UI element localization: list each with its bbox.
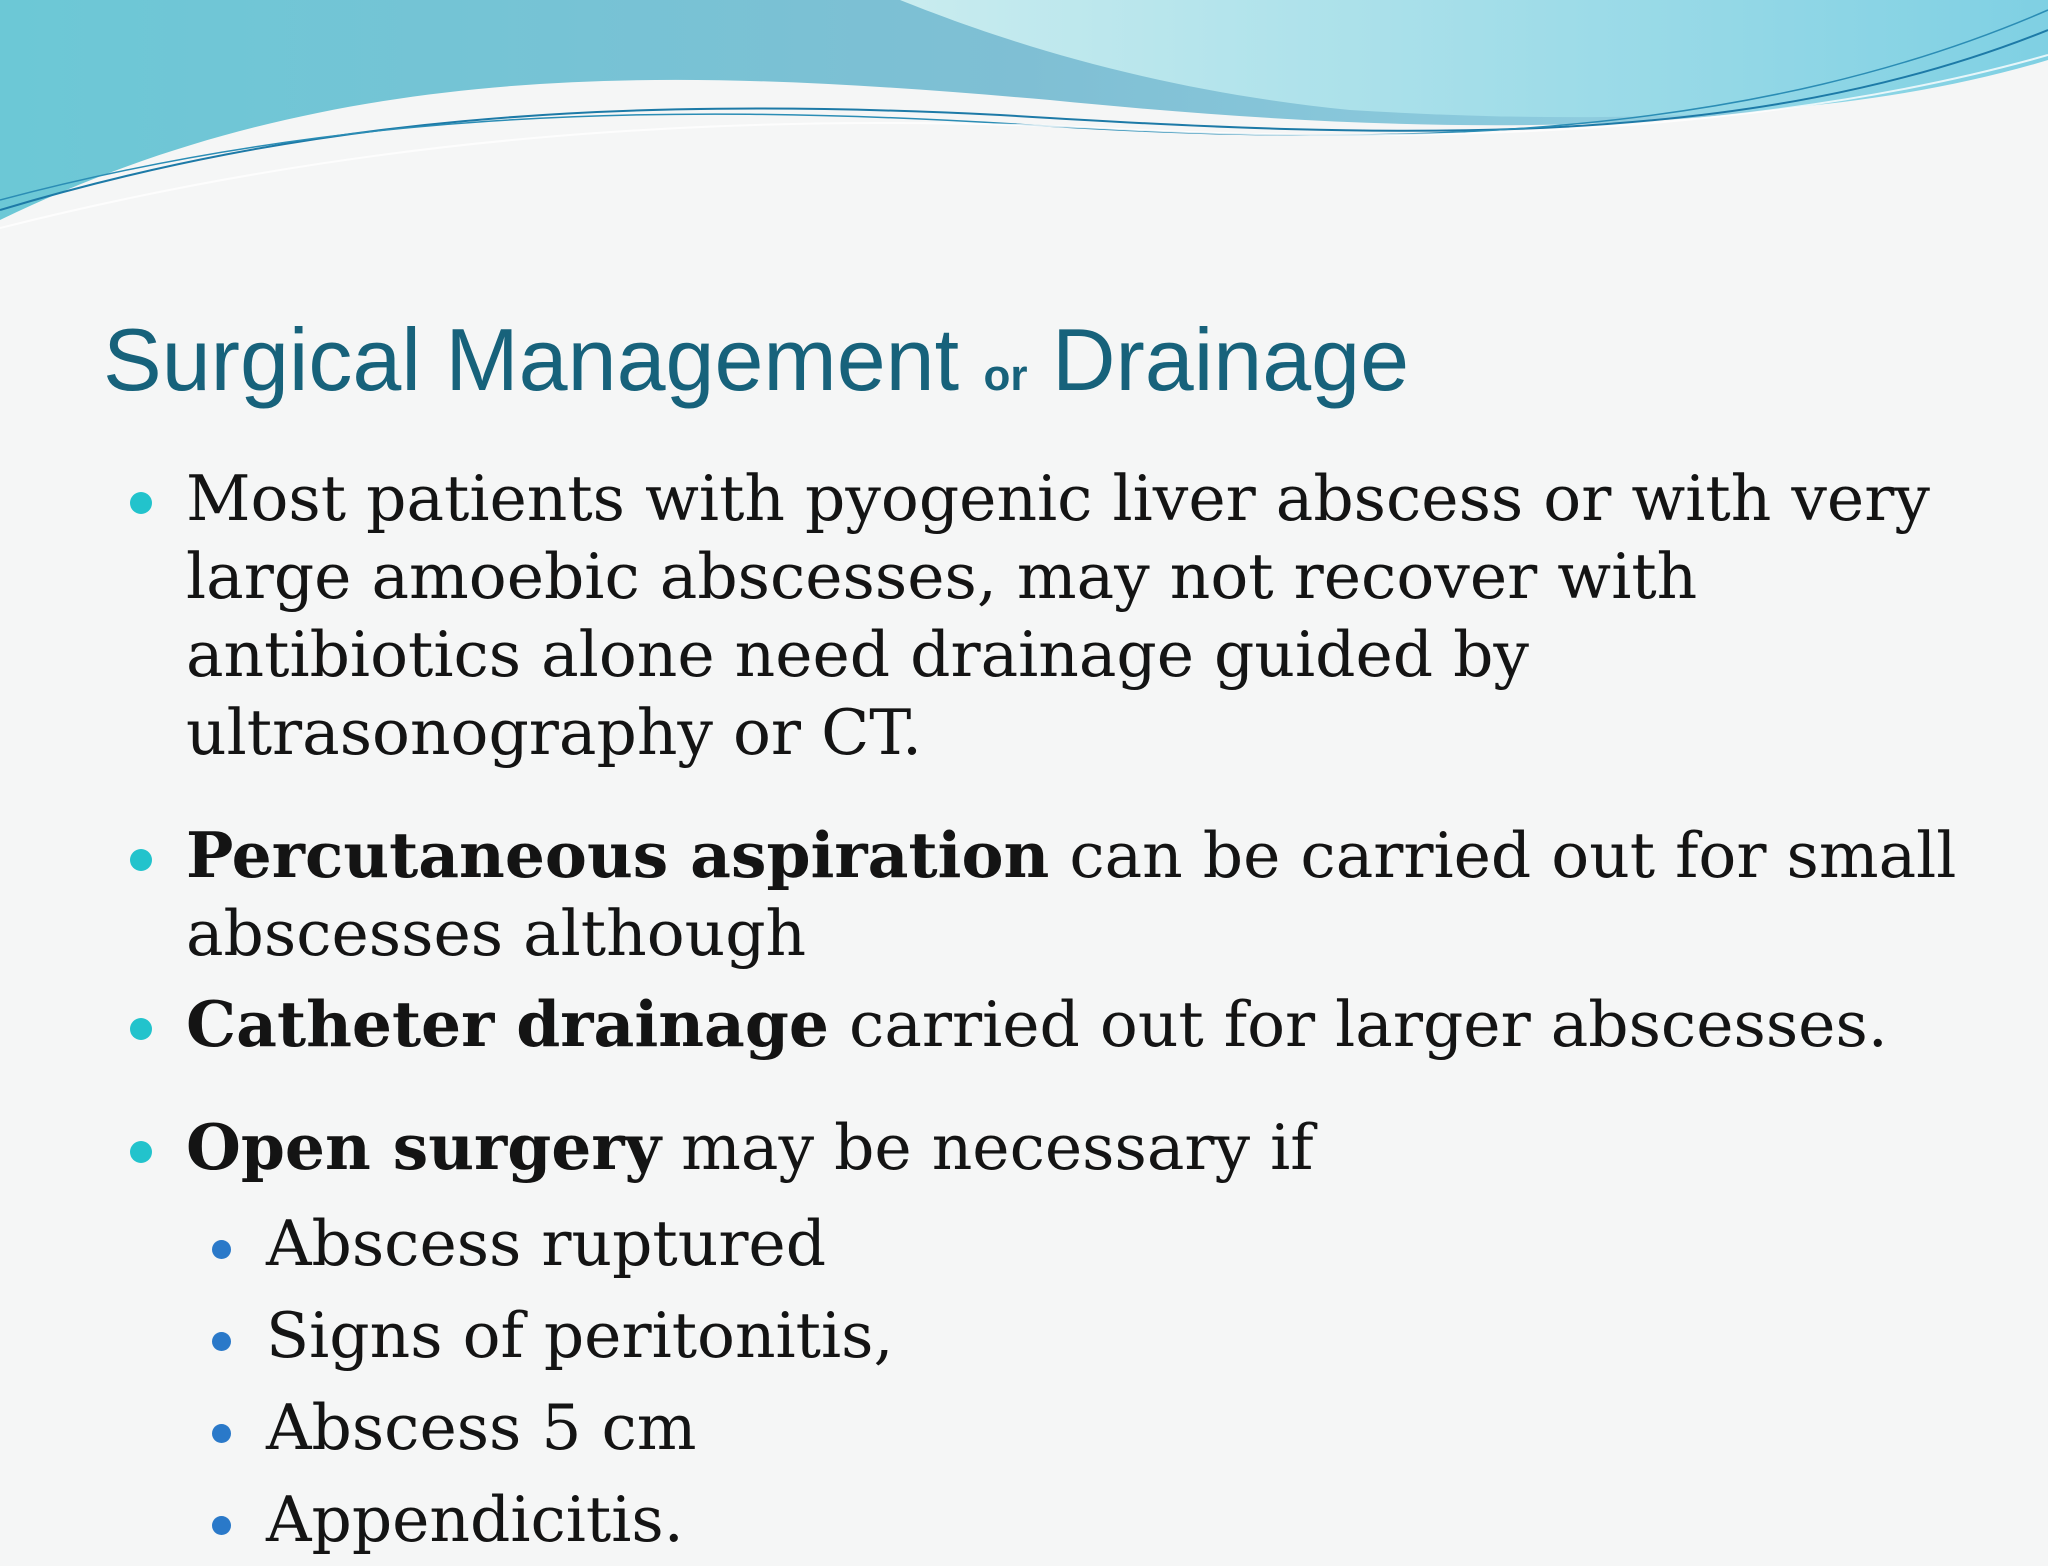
- bullet-item-4-text: may be necessary if: [661, 1111, 1314, 1184]
- bullet-item-3-text: carried out for larger abscesses.: [829, 988, 1888, 1061]
- sub-bullet-item: Signs of peritonitis,: [266, 1290, 1966, 1382]
- bullet-item-1: [186, 459, 1986, 772]
- bullet-item-2: [186, 816, 1986, 973]
- sub-bullet-item: Appendicitis.: [266, 1474, 1966, 1566]
- slide-title: [103, 300, 1409, 436]
- title-part-2: or: [983, 351, 1028, 400]
- sub-bullet-item: Abscess 5 cm: [266, 1382, 1966, 1474]
- bullet-item-4: [186, 1108, 1986, 1187]
- bullet-item-1-text: Most patients with pyogenic liver abscess or with very large amoebic abscesses, may not recover with antibiotics alone need drainage guided by ultrasonography or CT.: [186, 462, 1930, 769]
- bullet-item-4-bold: Open surgery: [186, 1110, 662, 1184]
- title-part-3: Drainage: [1051, 310, 1410, 409]
- bullet-item-3: [186, 985, 1986, 1064]
- sub-bullet-list: [266, 1198, 1966, 1566]
- header-wave-decoration: [0, 0, 2048, 260]
- bullet-item-2-bold: Percutaneous aspiration: [186, 818, 1050, 892]
- bullet-item-2-text: can be carried out for small abscesses although: [186, 819, 1957, 970]
- title-part-1: Surgical Management: [103, 310, 960, 409]
- bullet-item-3-bold: Catheter drainage: [186, 987, 830, 1061]
- sub-bullet-item: Abscess ruptured: [266, 1198, 1966, 1290]
